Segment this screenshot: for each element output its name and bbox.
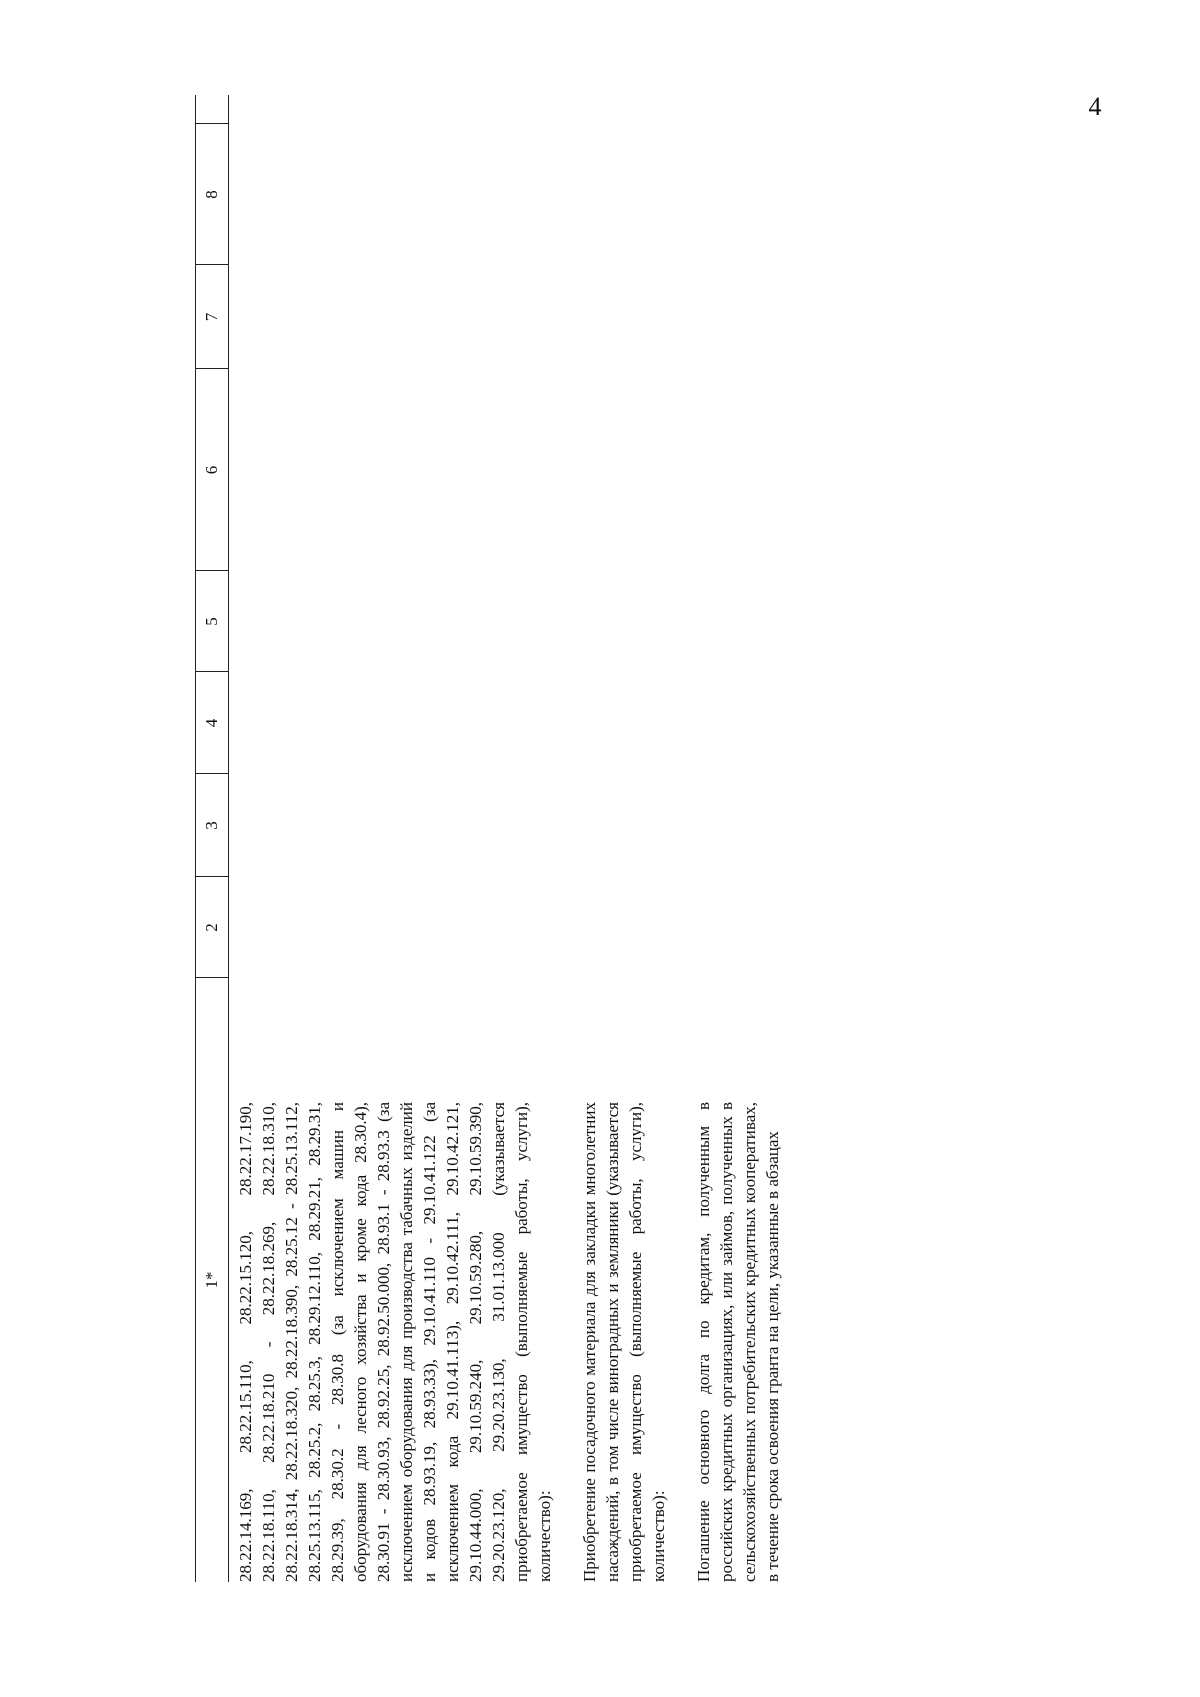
header-col-2: 2: [202, 923, 221, 932]
header-col-5: 5: [202, 617, 221, 626]
header-col-4: 4: [202, 718, 221, 728]
description-column: [234, 1102, 784, 1582]
grant-expense-table: [195, 95, 1200, 1582]
header-col-3: 3: [202, 821, 221, 830]
table-row-planting-material: Приобретение посадочного материала для закладки многолетних насаждений, в том числе виноградных и земляники (указывается приобретаемое имущество (выполняемые работы, услуги), количество):: [580, 1102, 668, 1582]
table-row-okpd-codes: 28.22.14.169, 28.22.15.110, 28.22.15.120, 28.22.17.190, 28.22.18.110, 28.22.18.210 - 28.22.18.269, 28.22.18.310, 28.22.18.314, 28.22.18.320, 28.22.18.390, 28.25.12 - 28.25.13.112, 28.25.13.115, 28.25.2, 28.25.3, 28.29.12.110, 28.29.21, 28.29.31, 28.29.39, 28.30.2 - 28.30.8 (за исключением машин и оборудования для лесного хозяйства и кроме кода 28.30.4), 28.30.91 - 28.30.93, 28.92.25, 28.92.50.000, 28.93.1 - 28.93.3 (за исключением оборудования для производства табачных изделий и кодов 28.93.19, 28.93.33), 29.10.41.110 - 29.10.41.122 (за исключением кода 29.10.41.113), 29.10.42.111, 29.10.42.121, 29.10.44.000, 29.10.59.240, 29.10.59.280, 29.10.59.390, 29.20.23.120, 29.20.23.130, 31.01.13.000 (указывается приобретаемое имущество (выполняемые работы, услуги), количество):: [236, 1102, 554, 1582]
header-col-7: 7: [202, 312, 221, 322]
header-col-1: 1*: [202, 1271, 221, 1289]
header-col-8: 8: [202, 190, 221, 199]
header-bottom-border: [228, 95, 229, 1582]
page-number: 4: [1088, 92, 1102, 121]
header-col-6: 6: [202, 465, 221, 475]
table-row-loan-repayment: Погашение основного долга по кредитам, полученным в российских кредитных организациях, или займов, полученных в сельскохозяйственных потребительских кредитных кооперативах, в течение срока освоения гранта на цели, указанные в абзацах: [694, 1102, 782, 1582]
